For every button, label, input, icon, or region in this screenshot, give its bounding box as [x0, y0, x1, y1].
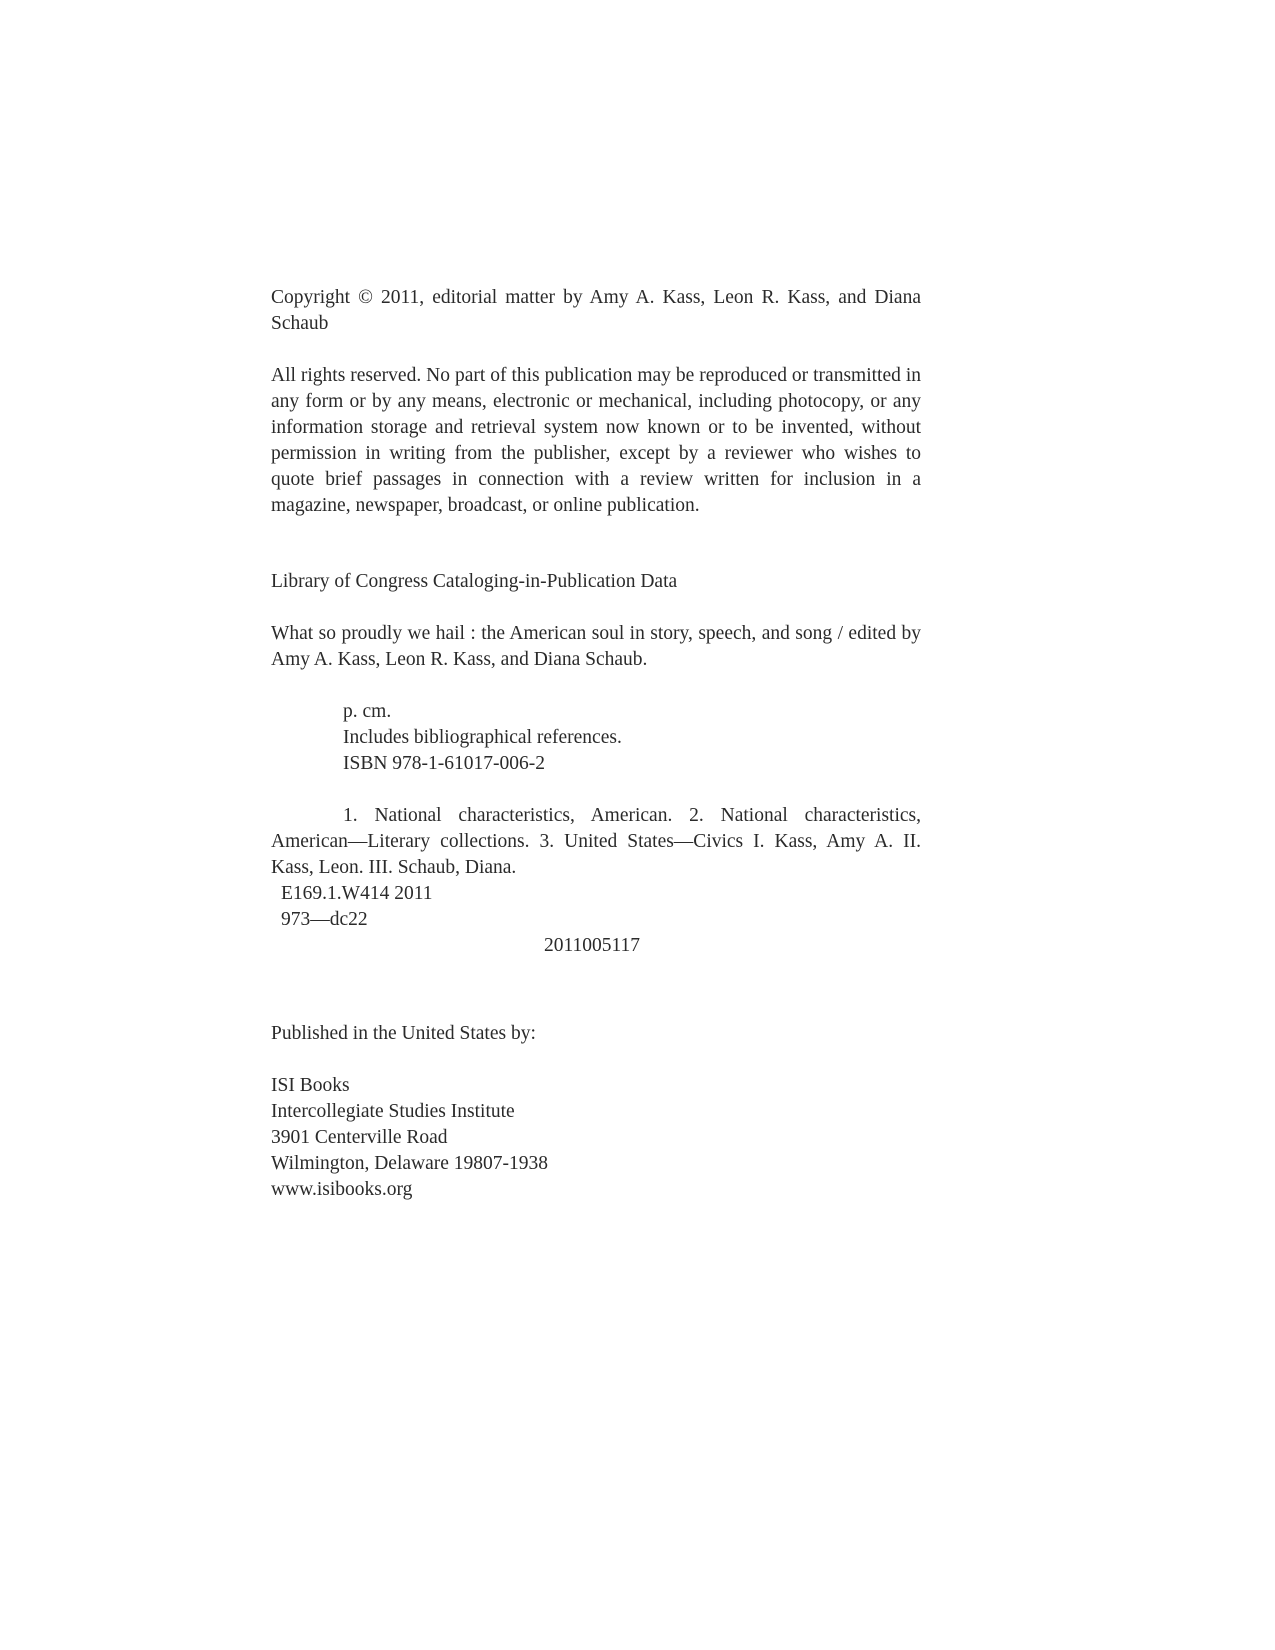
publisher-city: Wilmington, Delaware 19807-1938 — [271, 1153, 549, 1174]
cip-heading: Library of Congress Cataloging-in-Publication Data — [271, 571, 678, 592]
publisher-website[interactable]: www.isibooks.org — [271, 1179, 413, 1200]
cip-physical: p. cm. — [343, 701, 392, 722]
cip-title-entry: What so proudly we hail : the American soul in story, speech, and song / edited by Amy A. Kass, Leon R. Kass, and Diana Schaub. — [271, 623, 921, 670]
cip-dewey: 973—dc22 — [281, 909, 368, 930]
cip-isbn: ISBN 978-1-61017-006-2 — [343, 753, 546, 774]
cip-notes: Includes bibliographical references. — [343, 727, 622, 748]
publisher-street: 3901 Centerville Road — [271, 1127, 448, 1148]
publisher-institute: Intercollegiate Studies Institute — [271, 1101, 515, 1122]
publisher-name: ISI Books — [271, 1075, 350, 1096]
publisher-intro: Published in the United States by: — [271, 1023, 536, 1044]
rights-statement: All rights reserved. No part of this publication may be reproduced or transmitted in any form or by any means, electronic or mechanical, including photocopy, or any information storage and retrieval system now known or to be invented, without permission in writing from the publisher, except by a reviewer who wishes to quote brief passages in connection with a review written for inclusion in a magazine, newspaper, broadcast, or online publication. — [271, 365, 921, 516]
cip-subjects: 1. National characteristics, American. 2. National characteristics, American—Literary collections. 3. United States—Civics I. Kass, Amy A. II. Kass, Leon. III. Schaub, Diana. — [271, 805, 921, 878]
copyright-notice: Copyright © 2011, editorial matter by Amy A. Kass, Leon R. Kass, and Diana Schaub — [271, 287, 921, 334]
copyright-page — [271, 285, 921, 1203]
cip-lccn: 2011005117 — [544, 935, 641, 956]
cip-lc-class: E169.1.W414 2011 — [281, 883, 433, 904]
